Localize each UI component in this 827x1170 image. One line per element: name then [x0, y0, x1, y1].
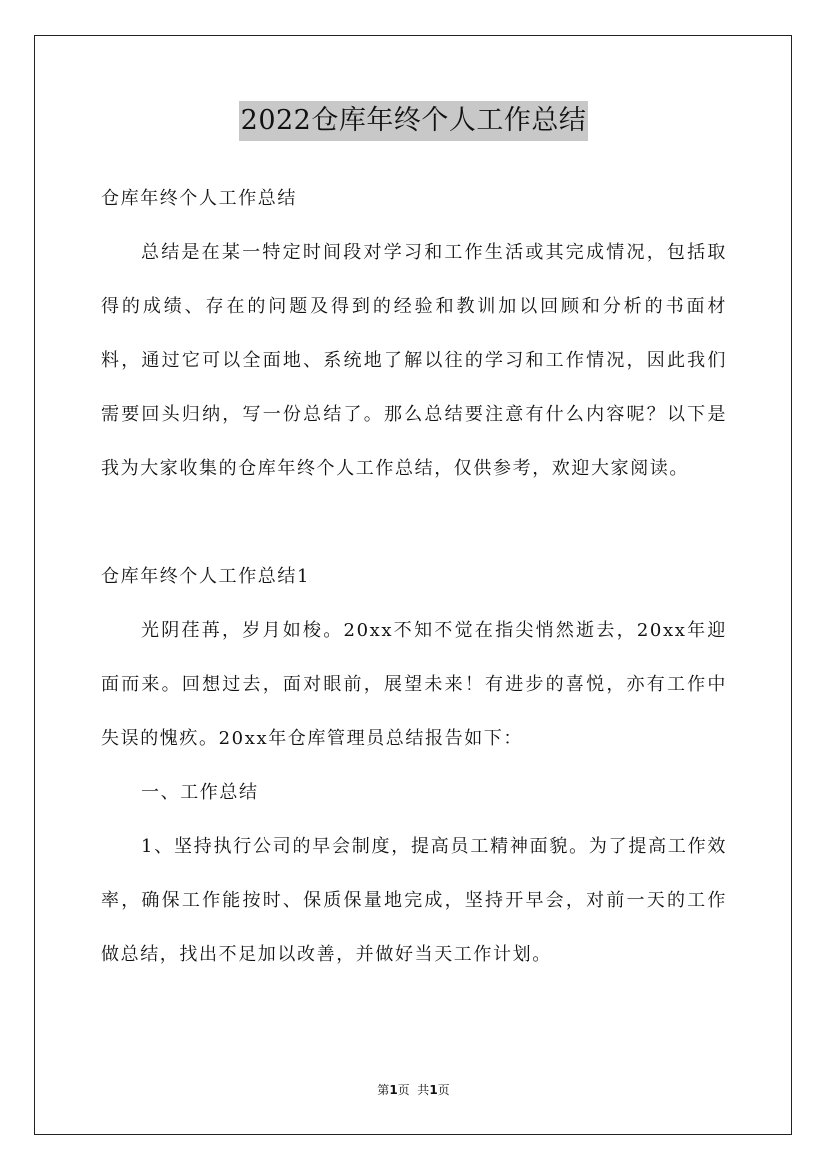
subsection-heading: 一、工作总结 [141, 782, 259, 803]
section-heading: 仓库年终个人工作总结1 [101, 566, 311, 587]
document-body [101, 172, 727, 982]
section-paragraph: 光阴荏苒，岁月如梭。20xx不知不觉在指尖悄然逝去，20xx年迎面而来。回想过去，面对眼前，展望未来！有进步的喜悦，亦有工作中失误的愧疚。20xx年仓库管理员总结报告如下： [101, 620, 727, 749]
page-suffix: 页 [437, 1083, 450, 1097]
document-heading: 仓库年终个人工作总结 [101, 188, 297, 209]
title-container [0, 101, 827, 141]
document-title: 2022仓库年终个人工作总结 [239, 101, 589, 141]
page-footer [0, 1081, 827, 1098]
page-current: 1 [389, 1083, 398, 1097]
page-mid: 页 共 [397, 1083, 430, 1097]
page-prefix: 第 [377, 1083, 390, 1097]
intro-paragraph: 总结是在某一特定时间段对学习和工作生活或其完成情况，包括取得的成绩、存在的问题及得到的经验和教训加以回顾和分析的书面材料，通过它可以全面地、系统地了解以往的学习和工作情况，因此我们需要回头归纳，写一份总结了。那么总结要注意有什么内容呢？以下是我为大家收集的仓库年终个人工作总结，仅供参考，欢迎大家阅读。 [101, 242, 727, 479]
section-paragraph: 1、坚持执行公司的早会制度，提高员工精神面貌。为了提高工作效率，确保工作能按时、保质保量地完成，坚持开早会，对前一天的工作做总结，找出不足加以改善，并做好当天工作计划。 [101, 836, 727, 965]
page-total: 1 [429, 1083, 438, 1097]
spacer [101, 496, 727, 550]
